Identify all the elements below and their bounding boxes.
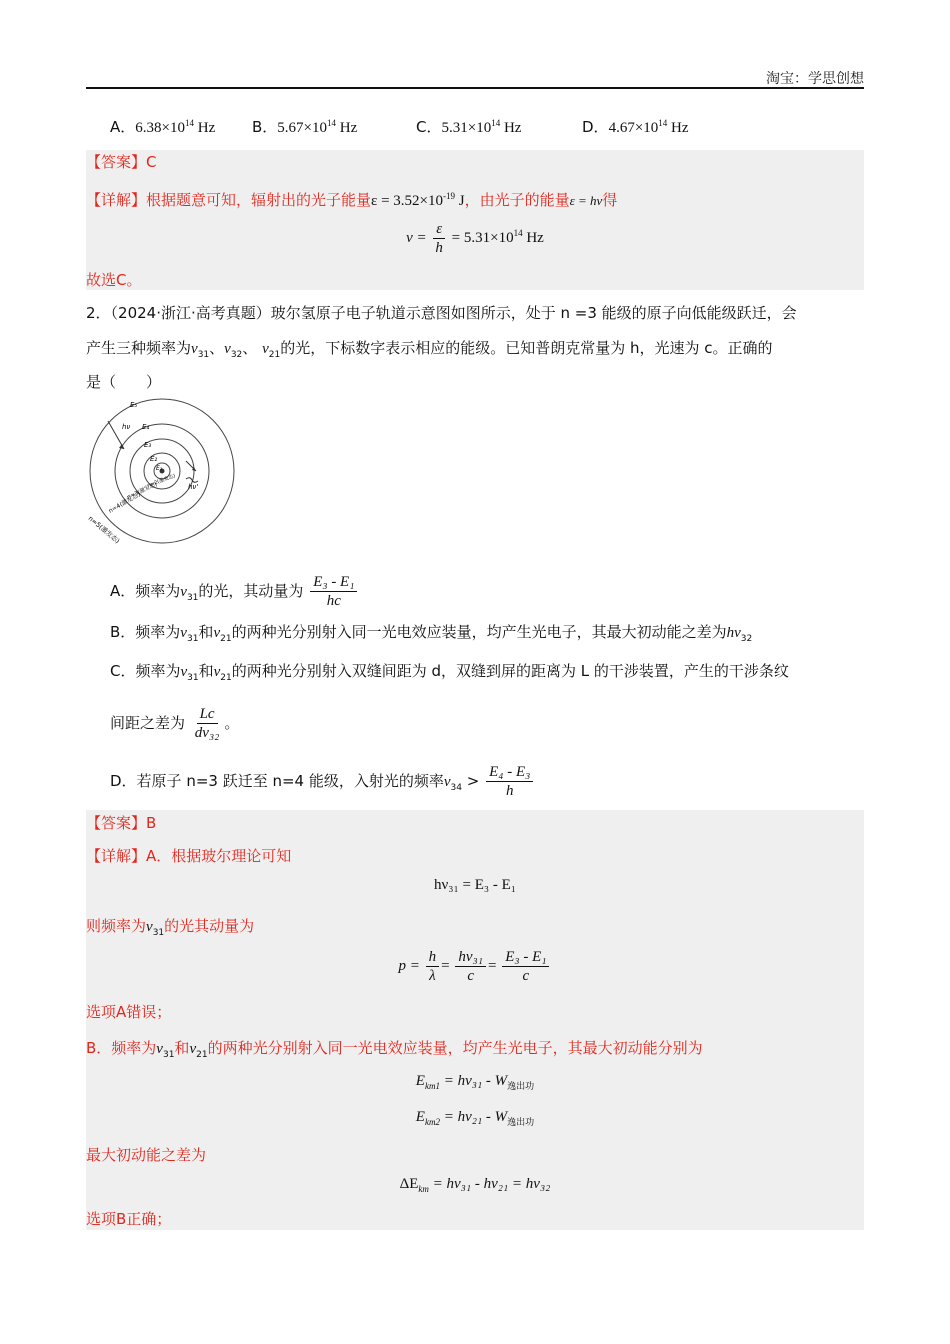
q2-diff-intro: 最大初动能之差为 <box>86 1146 207 1164</box>
q1-answer: 【答案】C <box>86 153 157 171</box>
diagram-label-n4: n=4(激发态) <box>107 490 142 515</box>
q2-b-intro: B．频率为$\nu_{31}$和$\nu_{21}$的两种光分别射入同一光电效应装量，均产生光电子，其最大初动能分别为 <box>86 1039 703 1060</box>
q2-equation-4: $E_{km2} = h\nu_{21} - W_{逸出功}$ <box>415 1109 535 1127</box>
diagram-label-e5: E₅ <box>130 401 138 409</box>
q2-equation-1: hν₃₁ = E₃ - E₁ <box>434 877 516 893</box>
q1-option-a: A．$6.38\times 10^{14}$ Hz <box>110 118 216 136</box>
q2-detail-a: 【详解】A．根据玻尔理论可知 <box>86 847 292 865</box>
q2-option-c-line2: 间距之差为 $\frac{Lc}{\text{dν₃₂}}$ 。 <box>110 706 240 741</box>
q2-b-right: 选项B正确； <box>86 1210 172 1228</box>
q1-option-b: B．$5.67\times 10^{14}$ Hz <box>252 118 358 136</box>
header-shop-name: 淘宝：学思创想 <box>766 71 864 87</box>
header-divider <box>86 87 864 89</box>
q2-stem-line3: 是（ ） <box>86 373 162 391</box>
diagram-label-n2: n=2(激发态) <box>146 473 177 489</box>
q2-option-d: D．若原子 n=3 跃迁至 n=4 能级，入射光的频率$\nu_{34}$ > $\frac{\text{E₄ - E₃}}{h}$ <box>110 763 535 800</box>
q2-momentum-intro: 则频率为$\nu_{31}$的光其动量为 <box>86 917 255 938</box>
q2-a-wrong: 选项A错误； <box>86 1003 172 1021</box>
q2-option-c: C．频率为$\nu_{31}$和$\nu_{21}$的两种光分别射入双缝间距为 d，双缝到屏的距离为 L 的干涉装置，产生的干涉条纹 <box>110 662 789 683</box>
q2-answer-box <box>86 810 864 1230</box>
q2-answer: 【答案】B <box>86 814 157 832</box>
bohr-orbit-svg <box>86 395 246 555</box>
q2-stem-line1: 2．（2024·浙江·高考真题）玻尔氢原子电子轨道示意图如图所示，处于 n =3 能级的原子向低能级跃迁，会 <box>86 304 797 322</box>
q2-stem-line2: 产生三种频率为$\nu_{31}$、$\nu_{32}$、 $\nu_{21}$的光，下标数字表示相应的能级。已知普朗克常量为 h，光速为 c。正确的 <box>86 339 773 360</box>
diagram-label-n3: n=3(激发态) <box>126 481 159 501</box>
diagram-label-hv-prime: hν' <box>188 483 199 491</box>
q1-option-d: D．$4.67\times 10^{14}$ Hz <box>582 118 689 136</box>
diagram-label-hv: hν <box>122 423 131 431</box>
q2-option-b: B．频率为$\nu_{31}$和$\nu_{21}$的两种光分别射入同一光电效应装量，均产生光电子，其最大初动能之差为$h\nu_{32}$ <box>110 623 753 644</box>
q1-detail: 【详解】根据题意可知，辐射出的光子能量$\varepsilon = 3.52\times 10^{-19}$ J，由光子的能量ε = hν得 <box>86 191 618 209</box>
q2-equation-2: p = $\frac{h}{\lambda}$ = $\frac{\text{hν₃₁}}{c}$ = $\frac{\text{E₃ - E₁}}{c}$ <box>0 948 950 985</box>
diagram-label-e4: E₄ <box>142 423 150 431</box>
q1-option-c: C．$5.31\times 10^{14}$ Hz <box>416 118 522 136</box>
diagram-label-e3: E₃ <box>144 441 152 449</box>
diagram-label-n5: n=5(激发态) <box>86 514 122 546</box>
q2-option-a: A．频率为$\nu_{31}$的光，其动量为 $\frac{\text{E₃ - E₁}}{hc}$ <box>110 573 359 610</box>
bohr-orbit-diagram <box>86 395 246 559</box>
q2-equation-3: $E_{km1} = h\nu_{31} - W_{逸出功}$ <box>415 1073 535 1091</box>
diagram-label-e2: E₂ <box>150 455 158 463</box>
q1-equation: ν = $\frac{\varepsilon}{h}$ = $5.31\times 10^{14}$ Hz <box>406 221 544 256</box>
q1-conclusion: 故选C。 <box>86 271 142 289</box>
q2-equation-5: $\Delta E_{km} = h\nu_{31} - h\nu_{21} = h\nu_{32}$ <box>399 1176 551 1194</box>
diagram-label-e1: E₁ <box>156 465 163 472</box>
